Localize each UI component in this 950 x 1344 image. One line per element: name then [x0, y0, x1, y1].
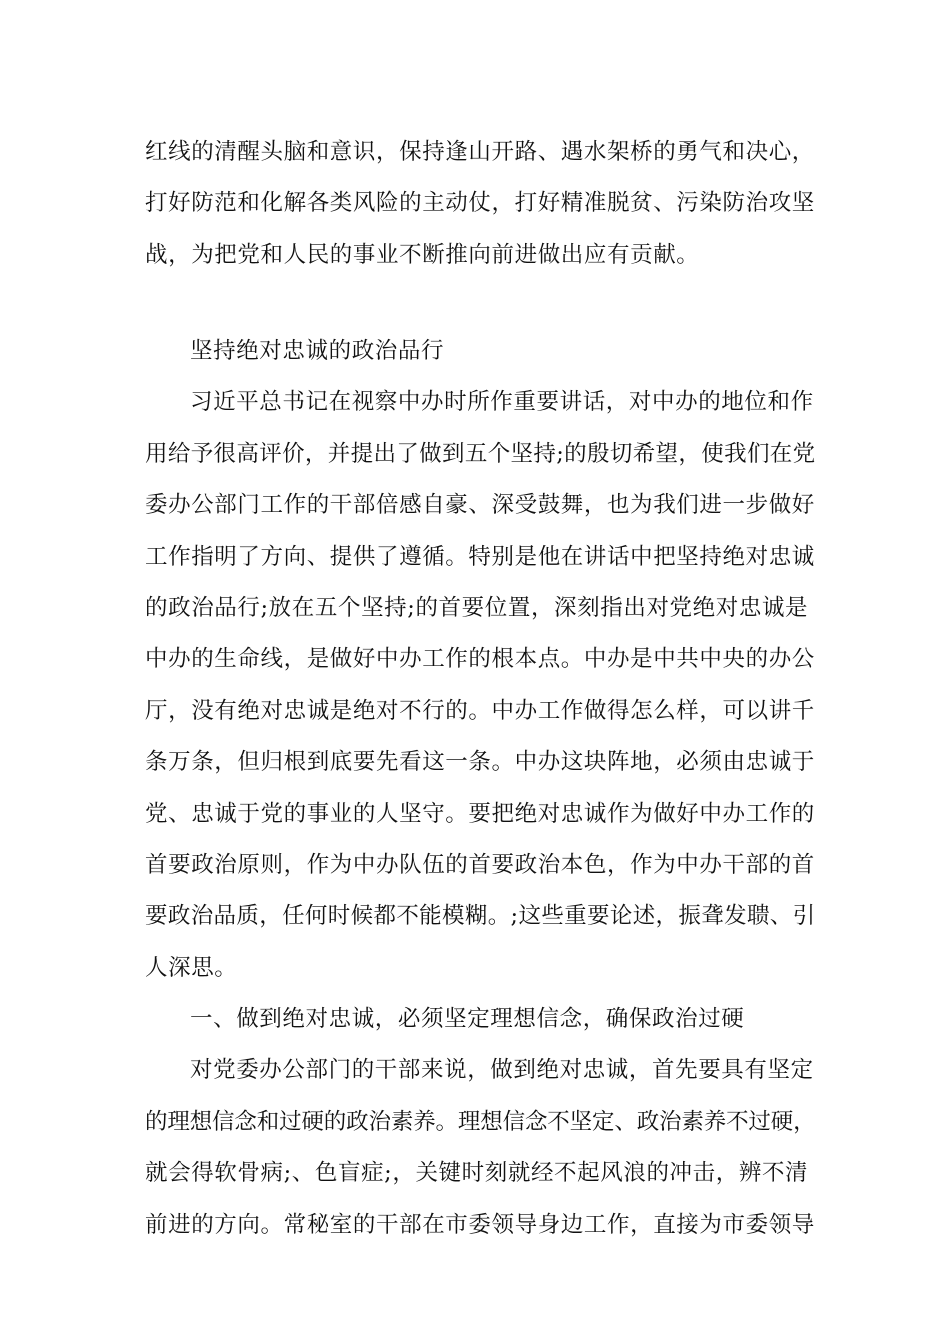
text-line: 首要政治原则，作为中办队伍的首要政治本色，作为中办干部的首	[145, 851, 815, 878]
main-content	[145, 326, 817, 1251]
paragraph-2	[145, 1045, 817, 1251]
text-line: 条万条，但归根到底要先看这一条。中办这块阵地，必须由忠诚于	[145, 749, 815, 776]
text-line: 战，为把党和人民的事业不断推向前进做出应有贡献。	[145, 241, 700, 268]
text-line: 委办公部门工作的干部倍感自豪、深受鼓舞，也为我们进一步做好	[145, 492, 815, 519]
text-line: 用给予很高评价，并提出了做到五个坚持;的殷切希望，使我们在党	[145, 440, 816, 467]
text-line: 对党委办公部门的干部来说，做到绝对忠诚，首先要具有坚定	[190, 1057, 814, 1084]
text-line: 中办的生命线，是做好中办工作的根本点。中办是中共中央的办公	[145, 646, 815, 673]
text-line: 厅，没有绝对忠诚是绝对不行的。中办工作做得怎么样，可以讲千	[145, 697, 815, 724]
text-line: 党、忠诚于党的事业的人坚守。要把绝对忠诚作为做好中办工作的	[145, 800, 815, 827]
paragraph-1	[145, 377, 817, 994]
subheading: 一、做到绝对忠诚，必须坚定理想信念，确保政治过硬	[190, 1006, 745, 1033]
text-line: 的政治品行;放在五个坚持;的首要位置，深刻指出对党绝对忠诚是	[145, 594, 809, 621]
text-line: 工作指明了方向、提供了遵循。特别是他在讲话中把坚持绝对忠诚	[145, 543, 815, 570]
text-line: 的理想信念和过硬的政治素养。理想信念不坚定、政治素养不过硬，	[145, 1108, 816, 1135]
text-line: 就会得软骨病;、色盲症;，关键时刻就经不起风浪的冲击，辨不清	[145, 1160, 809, 1187]
text-line: 习近平总书记在视察中办时所作重要讲话，对中办的地位和作	[190, 389, 814, 416]
text-line: 前进的方向。常秘室的干部在市委领导身边工作，直接为市委领导	[145, 1211, 815, 1238]
section-heading: 坚持绝对忠诚的政治品行	[190, 338, 445, 364]
text-line: 红线的清醒头脑和意识，保持逢山开路、遇水架桥的勇气和决心，	[145, 139, 815, 165]
text-line: 要政治品质，任何时候都不能模糊。;这些重要论述，振聋发聩、引	[145, 903, 816, 930]
text-line: 打好防范和化解各类风险的主动仗，打好精准脱贫、污染防治攻坚	[145, 190, 815, 217]
top-paragraph	[145, 127, 817, 281]
text-line: 人深思。	[145, 954, 238, 981]
